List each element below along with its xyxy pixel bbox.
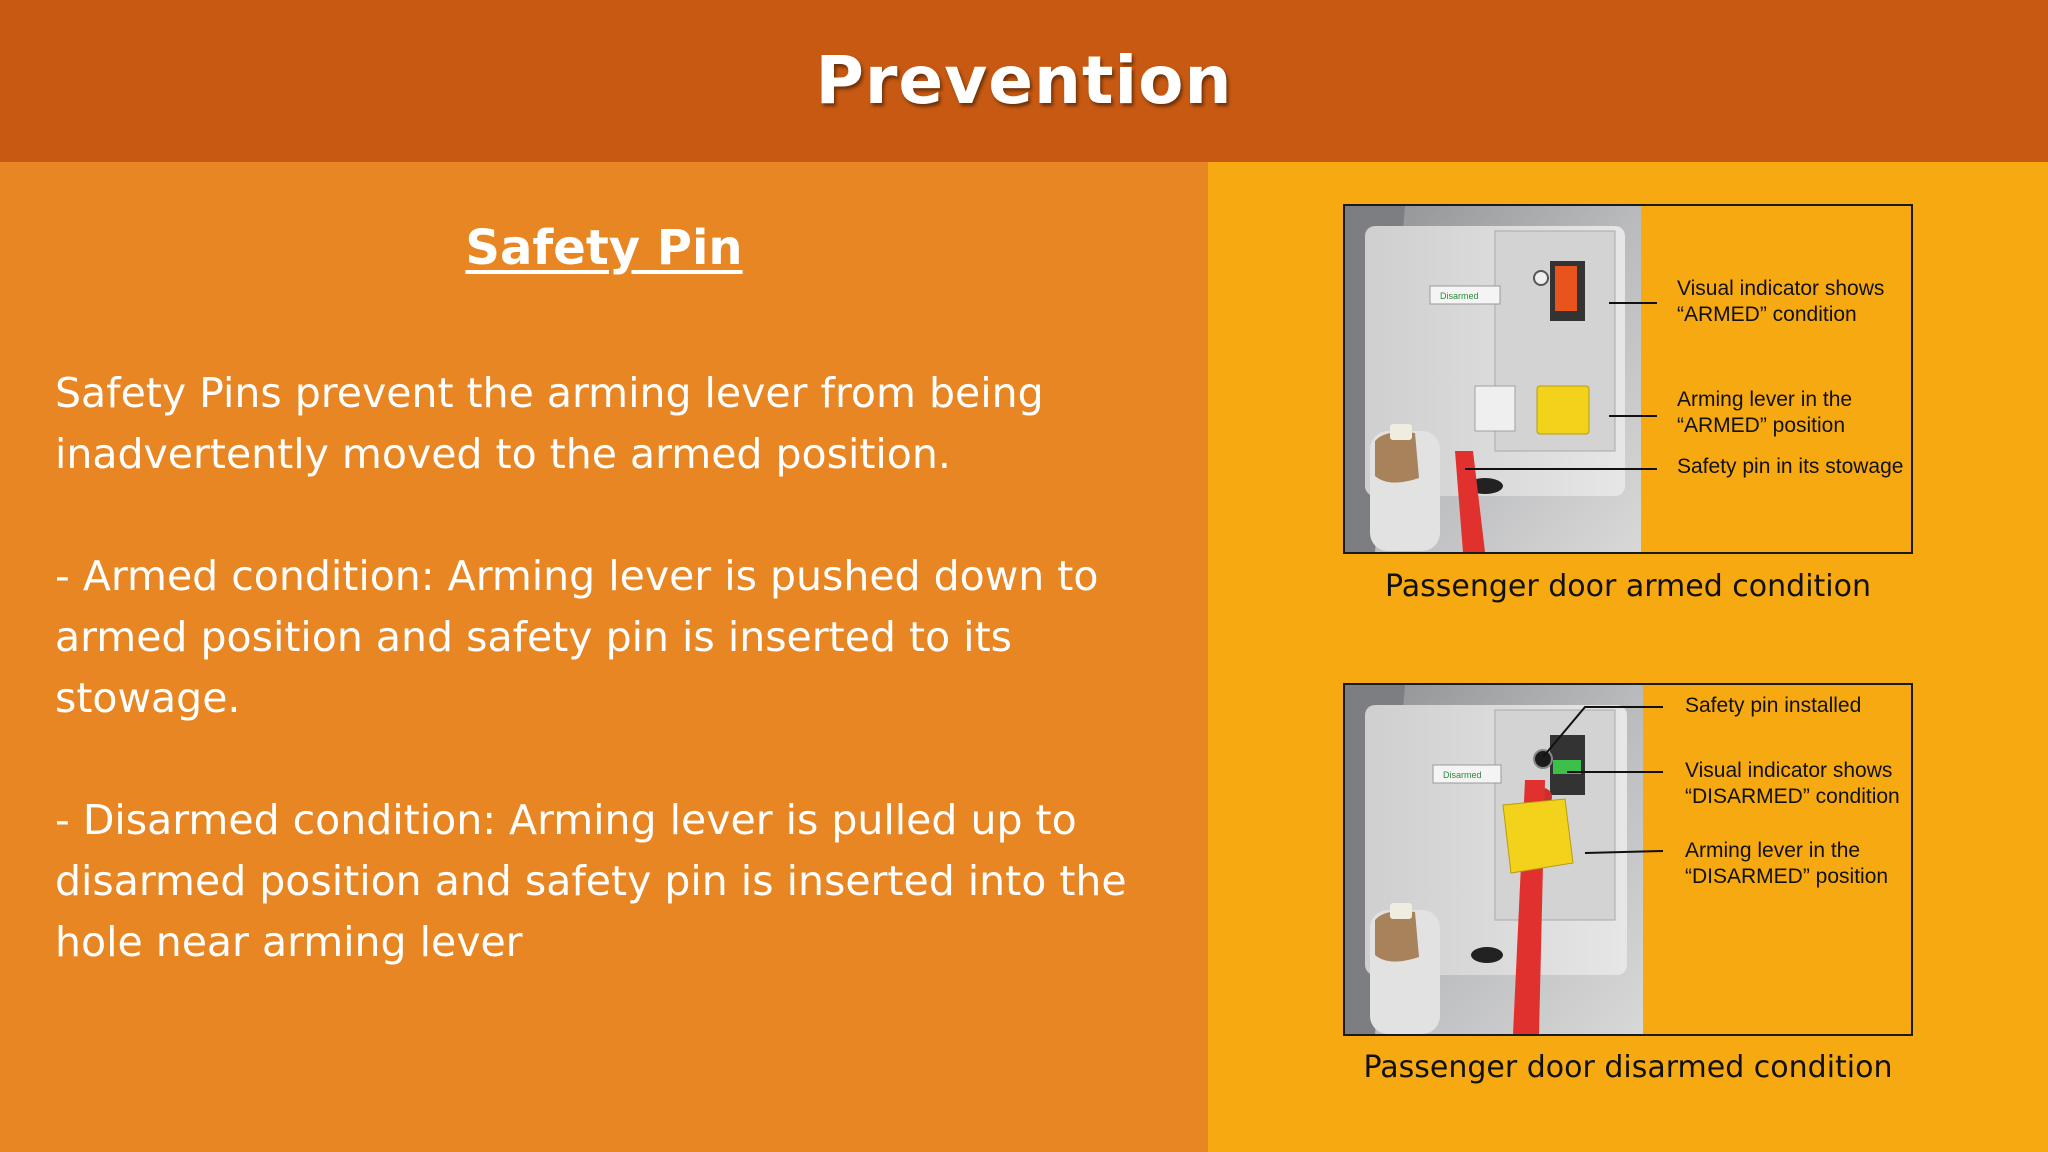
callout-arming-lever: Arming lever in the “ARMED” position xyxy=(1677,388,1853,437)
disarmed-sticker-armed: Disarmed xyxy=(1440,291,1479,301)
slide-subtitle: Safety Pin xyxy=(465,220,743,276)
slide-title: Prevention xyxy=(815,41,1233,119)
body-text xyxy=(55,363,1175,1034)
armed-condition-paragraph: - Armed condition: Arming lever is pushed down to armed position and safety pin is inserted to its stowage. xyxy=(55,552,1099,722)
arming-lever-icon xyxy=(1537,386,1589,434)
disarmed-figure-caption: Passenger door disarmed condition xyxy=(1363,1050,1893,1085)
intro-paragraph: Safety Pins prevent the arming lever from being inadvertently moved to the armed position. xyxy=(55,369,1044,478)
armed-figure-caption: Passenger door armed condition xyxy=(1384,569,1871,604)
armed-door-figure xyxy=(1343,204,1913,554)
armed-indicator-icon xyxy=(1555,266,1577,311)
callout-safety-pin-installed: Safety pin installed xyxy=(1685,694,1862,717)
figure-panel xyxy=(1208,162,2048,1152)
title-bar xyxy=(0,0,2048,162)
callout-disarmed-lever: Arming lever in the “DISARMED” position xyxy=(1685,839,1889,888)
disarmed-sticker-disarmed: Disarmed xyxy=(1443,770,1482,780)
disarmed-door-figure xyxy=(1343,683,1913,1036)
callout-visual-indicator: Visual indicator shows “ARMED” condition xyxy=(1677,277,1885,326)
text-panel xyxy=(0,162,1208,1152)
armed-door-photo xyxy=(1345,206,1641,552)
callout-disarmed-indicator: Visual indicator shows “DISARMED” condition xyxy=(1685,759,1900,808)
callout-safety-pin-stowage: Safety pin in its stowage xyxy=(1677,455,1904,478)
disarmed-condition-paragraph: - Disarmed condition: Arming lever is pulled up to disarmed position and safety pin is inserted into the hole near arming lever xyxy=(55,796,1127,966)
